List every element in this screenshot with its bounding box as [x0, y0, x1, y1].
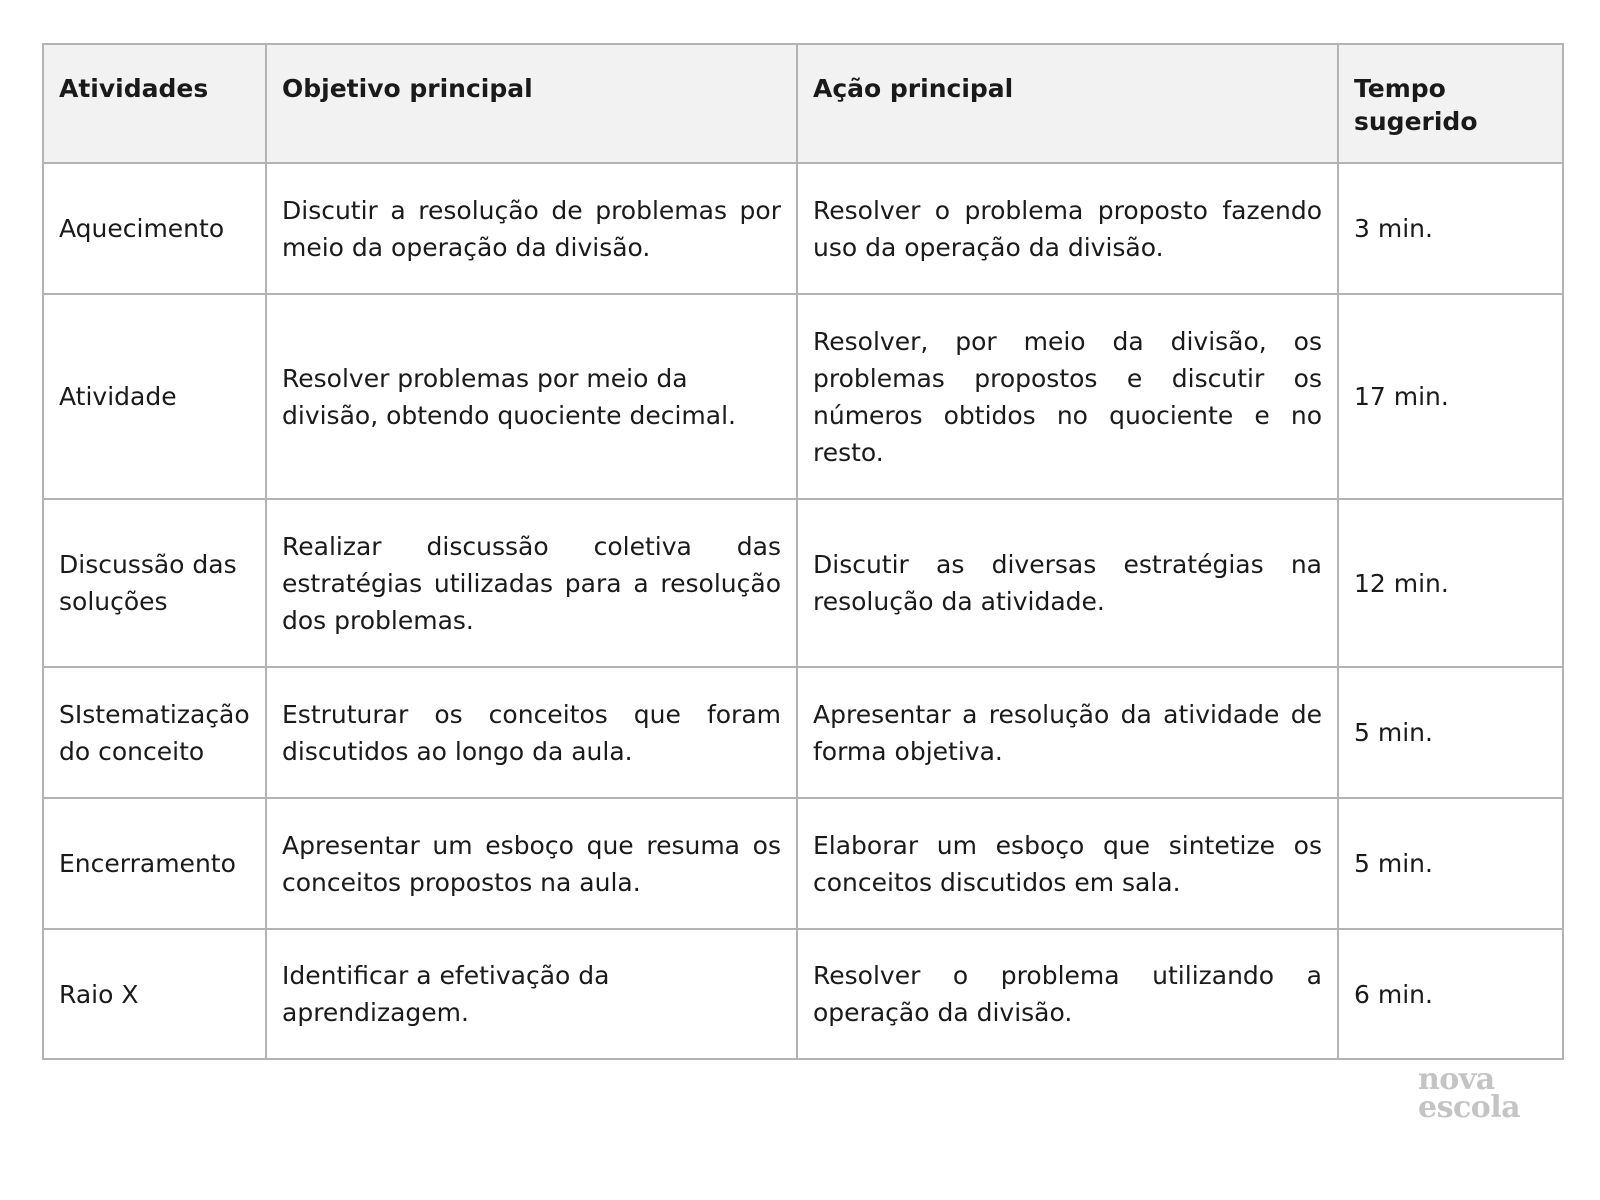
logo-line-1: nova: [1418, 1062, 1495, 1097]
cell-tempo: 5 min.: [1338, 667, 1563, 798]
cell-tempo: 17 min.: [1338, 294, 1563, 499]
table-body: [43, 163, 1563, 1059]
cell-atividade: Discussão das soluções: [43, 499, 266, 667]
lesson-plan-table: [42, 43, 1564, 1060]
cell-tempo: 5 min.: [1338, 798, 1563, 929]
cell-objetivo: Estruturar os conceitos que foram discutidos ao longo da aula.: [266, 667, 797, 798]
table-row: [43, 929, 1563, 1059]
cell-acao: Resolver, por meio da divisão, os problemas propostos e discutir os números obtidos no quociente e no resto.: [797, 294, 1338, 499]
cell-atividade: Encerramento: [43, 798, 266, 929]
table-row: [43, 294, 1563, 499]
cell-atividade: Aquecimento: [43, 163, 266, 294]
cell-tempo: 12 min.: [1338, 499, 1563, 667]
cell-atividade: Raio X: [43, 929, 266, 1059]
cell-objetivo: Realizar discussão coletiva das estratégias utilizadas para a resolução dos problemas.: [266, 499, 797, 667]
cell-acao: Resolver o problema proposto fazendo uso da operação da divisão.: [797, 163, 1338, 294]
table-row: [43, 798, 1563, 929]
cell-tempo: 6 min.: [1338, 929, 1563, 1059]
nova-escola-logo: [1418, 1062, 1521, 1125]
cell-objetivo: Resolver problemas por meio da divisão, obtendo quociente decimal.: [266, 294, 797, 499]
header-objetivo-principal: Objetivo principal: [266, 44, 797, 163]
cell-acao: Discutir as diversas estratégias na resolução da atividade.: [797, 499, 1338, 667]
table-header: [43, 44, 1563, 163]
table-row: [43, 667, 1563, 798]
cell-objetivo: Apresentar um esboço que resuma os conceitos propostos na aula.: [266, 798, 797, 929]
cell-atividade: Atividade: [43, 294, 266, 499]
cell-tempo: 3 min.: [1338, 163, 1563, 294]
header-tempo-sugerido: Tempo sugerido: [1338, 44, 1563, 163]
header-row: [43, 44, 1563, 163]
header-atividades: Atividades: [43, 44, 266, 163]
cell-atividade: SIstematização do conceito: [43, 667, 266, 798]
cell-acao: Apresentar a resolução da atividade de forma objetiva.: [797, 667, 1338, 798]
cell-objetivo: Discutir a resolução de problemas por meio da operação da divisão.: [266, 163, 797, 294]
logo-line-2: escola: [1418, 1090, 1521, 1125]
cell-acao: Resolver o problema utilizando a operação da divisão.: [797, 929, 1338, 1059]
cell-objetivo: Identificar a efetivação da aprendizagem.: [266, 929, 797, 1059]
cell-acao: Elaborar um esboço que sintetize os conceitos discutidos em sala.: [797, 798, 1338, 929]
header-acao-principal: Ação principal: [797, 44, 1338, 163]
table-row: [43, 499, 1563, 667]
table-row: [43, 163, 1563, 294]
